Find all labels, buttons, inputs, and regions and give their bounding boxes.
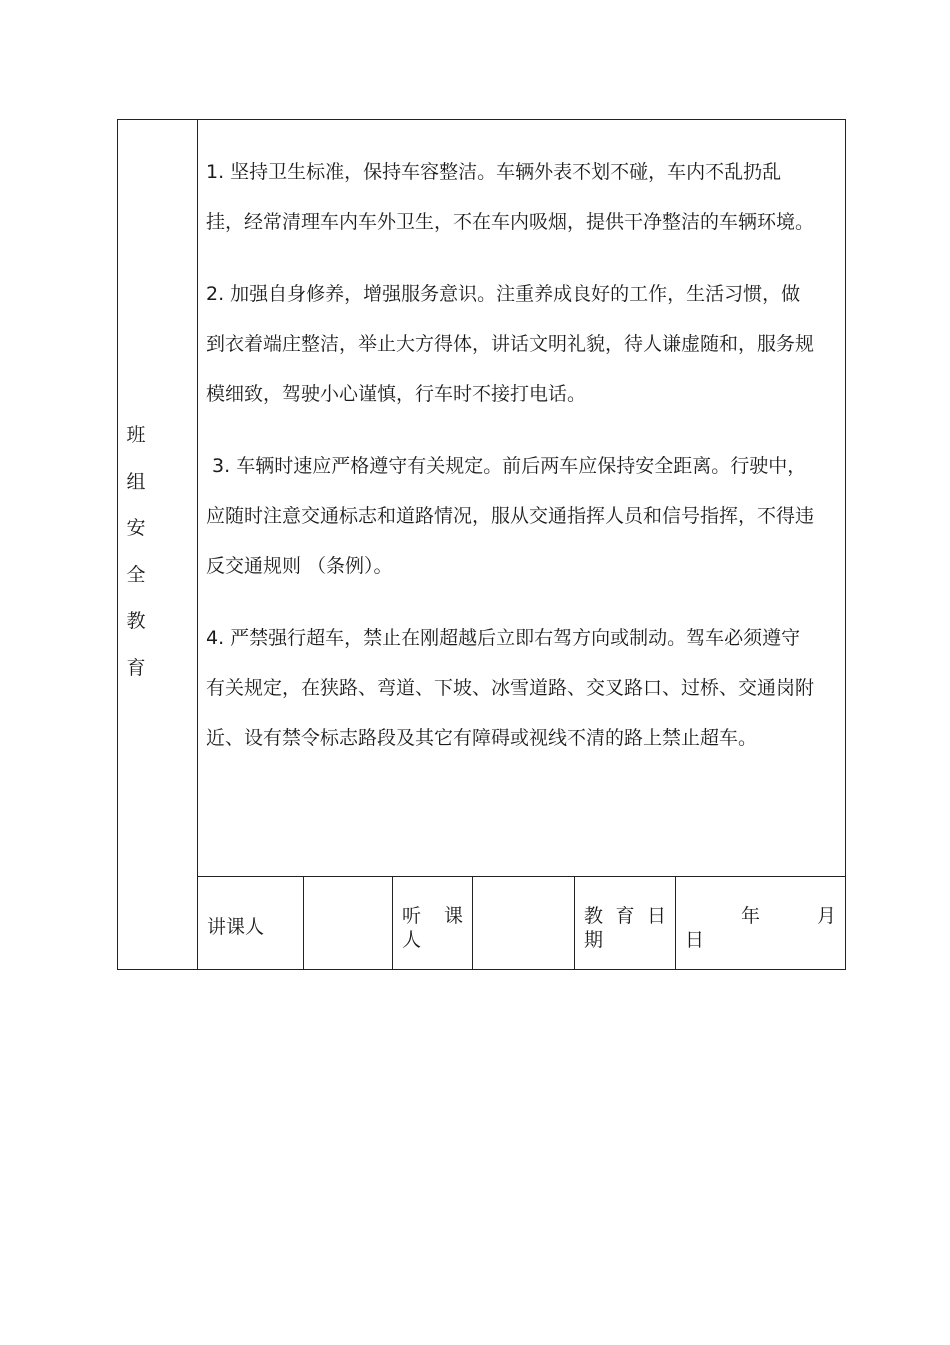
rule-paragraph-1: 1. 坚持卫生标准，保持车容整洁。车辆外表不划不碰，车内不乱扔乱挂，经常清理车内车外卫生，不在车内吸烟，提供干净整洁的车辆环境。 (206, 161, 815, 233)
section-title-char: 教 (126, 610, 146, 632)
listener-label (402, 904, 463, 952)
date-label-line1: 教育日 (584, 905, 666, 927)
safety-education-table (117, 119, 846, 970)
listener-label-line1: 听课 (402, 905, 463, 927)
rule-paragraph-4: 4. 严禁强行超车，禁止在刚超越后立即右驾方向或制动。驾车必须遵守有关规定，在狭路、弯道、下坡、冰雪道路、交叉路口、过桥、交通岗附近、设有禁令标志路段及其它有障碍或视线不清的路上禁止超车。 (206, 627, 815, 749)
date-label (584, 904, 666, 952)
section-title-char: 安 (126, 517, 146, 539)
section-title-column (118, 120, 198, 969)
section-title-char: 组 (126, 470, 146, 493)
date-label-line2: 期 (584, 929, 604, 951)
date-value-year-month: 年月 (741, 905, 836, 927)
section-title (118, 412, 154, 691)
signature-row (198, 876, 845, 969)
listener-label-line2: 人 (402, 929, 422, 951)
education-content (206, 147, 816, 785)
lecturer-label: 讲课人 (207, 916, 265, 938)
date-value-cell[interactable] (676, 877, 845, 969)
listener-value-cell[interactable] (473, 877, 575, 969)
rule-paragraph-3: 3. 车辆时速应严格遵守有关规定。前后两车应保持安全距离。行驶中，应随时注意交通标志和道路情况，服从交通指挥人员和信号指挥，不得违反交通规则 （条例）。 (206, 455, 815, 577)
date-label-cell (575, 877, 676, 969)
date-value-day: 日 (685, 929, 705, 951)
listener-label-cell (393, 877, 473, 969)
lecturer-label-cell (198, 877, 304, 969)
date-value (685, 904, 836, 952)
lecturer-value-cell[interactable] (304, 877, 393, 969)
rule-paragraph-2: 2. 加强自身修养，增强服务意识。注重养成良好的工作，生活习惯，做到衣着端庄整洁，举止大方得体，讲话文明礼貌，待人谦虚随和，服务规模细致，驾驶小心谨慎，行车时不接打电话。 (206, 283, 815, 405)
section-title-char: 班 (126, 424, 146, 446)
section-title-char: 育 (126, 656, 146, 679)
section-title-char: 全 (126, 563, 146, 586)
